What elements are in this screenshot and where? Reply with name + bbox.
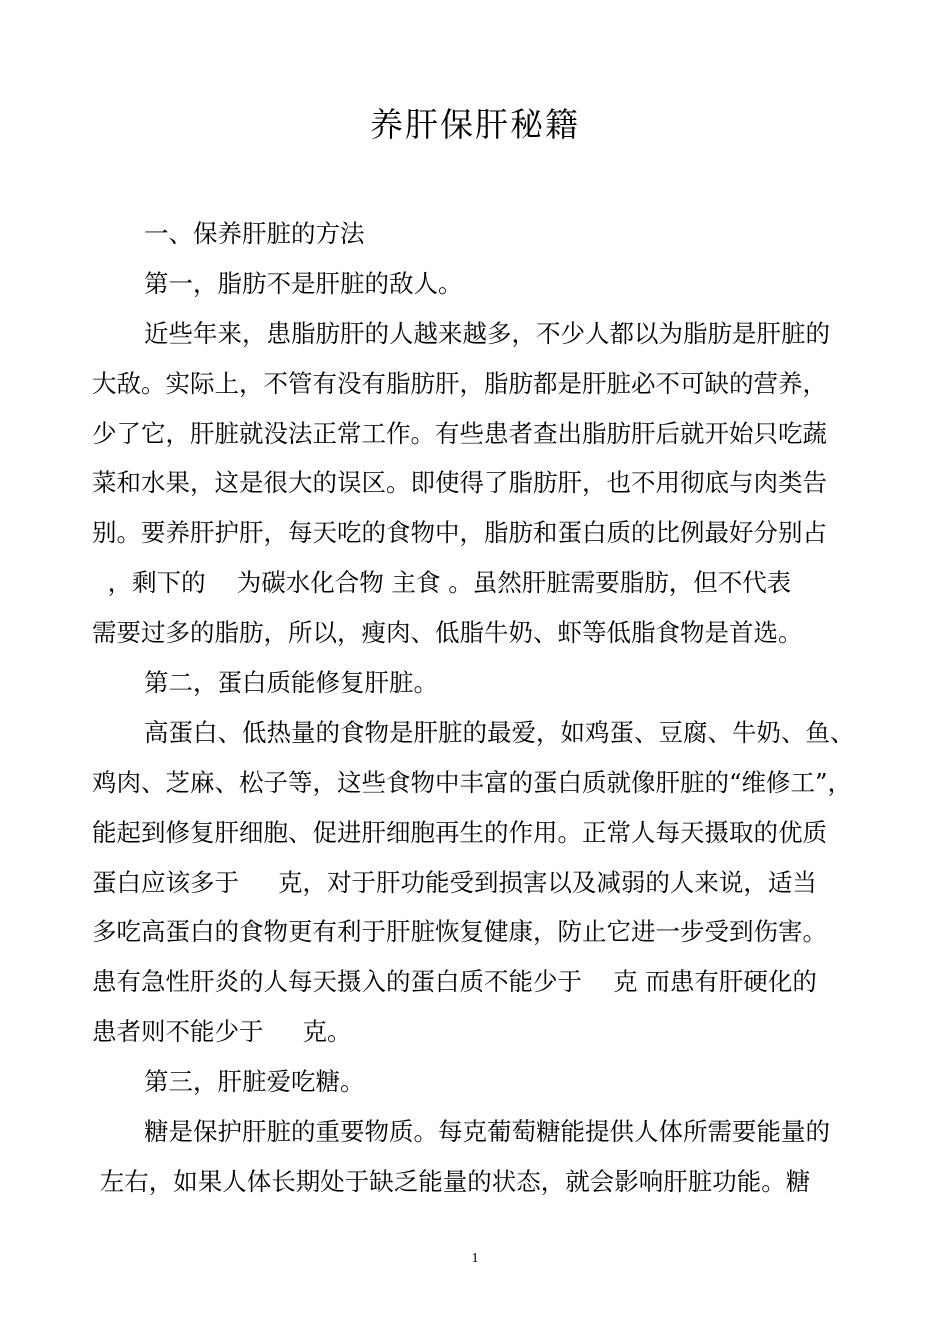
paragraph-line: 能起到修复肝细胞、促进肝细胞再生的作用。正常人每天摄取的优质 xyxy=(92,818,827,847)
paragraph-line: 患有急性肝炎的人每天摄入的蛋白质不能少于 克 而患有肝硬化的 xyxy=(92,967,817,996)
paragraph-line: 高蛋白、低热量的食物是肝脏的最爱，如鸡蛋、豆腐、牛奶、鱼、 xyxy=(144,718,855,747)
page-number: 1 xyxy=(471,1251,479,1266)
paragraph-line: 蛋白应该多于 克，对于肝功能受到损害以及减弱的人来说，适当 xyxy=(92,868,817,897)
paragraph-line: 大敌。实际上，不管有没有脂肪肝，脂肪都是肝脏必不可缺的营养， xyxy=(92,369,827,398)
paragraph-line: ，剩下的 为碳水化合物 主食 。虽然肝脏需要脂肪，但不代表 xyxy=(92,568,792,597)
paragraph-line: 需要过多的脂肪，所以，瘦肉、低脂牛奶、虾等低脂食物是首选。 xyxy=(92,618,803,647)
section-heading: 一、保养肝脏的方法 xyxy=(144,219,365,248)
subheading-third: 第三，肝脏爱吃糖。 xyxy=(144,1067,365,1096)
paragraph-line: 近些年来，患脂肪肝的人越来越多，不少人都以为脂肪是肝脏的 xyxy=(144,319,830,348)
paragraph-line: 鸡肉、芝麻、松子等，这些食物中丰富的蛋白质就像肝脏的“维修工”， xyxy=(92,768,853,797)
paragraph-line: 少了它，肝脏就没法正常工作。有些患者查出脂肪肝后就开始只吃蔬 xyxy=(92,419,827,448)
paragraph-line: 患者则不能少于 克。 xyxy=(92,1017,352,1046)
paragraph-line: 别。要养肝护肝，每天吃的食物中，脂肪和蛋白质的比例最好分别占 xyxy=(92,518,827,547)
subheading-first: 第一，脂肪不是肝脏的敌人。 xyxy=(144,269,463,298)
paragraph-line: 多吃高蛋白的食物更有利于肝脏恢复健康，防止它进一步受到伤害。 xyxy=(92,917,827,946)
paragraph-line: 糖是保护肝脏的重要物质。每克葡萄糖能提供人体所需要能量的 xyxy=(144,1117,830,1146)
subheading-second: 第二，蛋白质能修复肝脏。 xyxy=(144,668,438,697)
paragraph-line: 菜和水果，这是很大的误区。即使得了脂肪肝，也不用彻底与肉类告 xyxy=(92,468,827,497)
paragraph-line: 左右，如果人体长期处于缺乏能量的状态，就会影响肝脏功能。糖 xyxy=(92,1167,811,1196)
document-title: 养肝保肝秘籍 xyxy=(370,105,580,144)
